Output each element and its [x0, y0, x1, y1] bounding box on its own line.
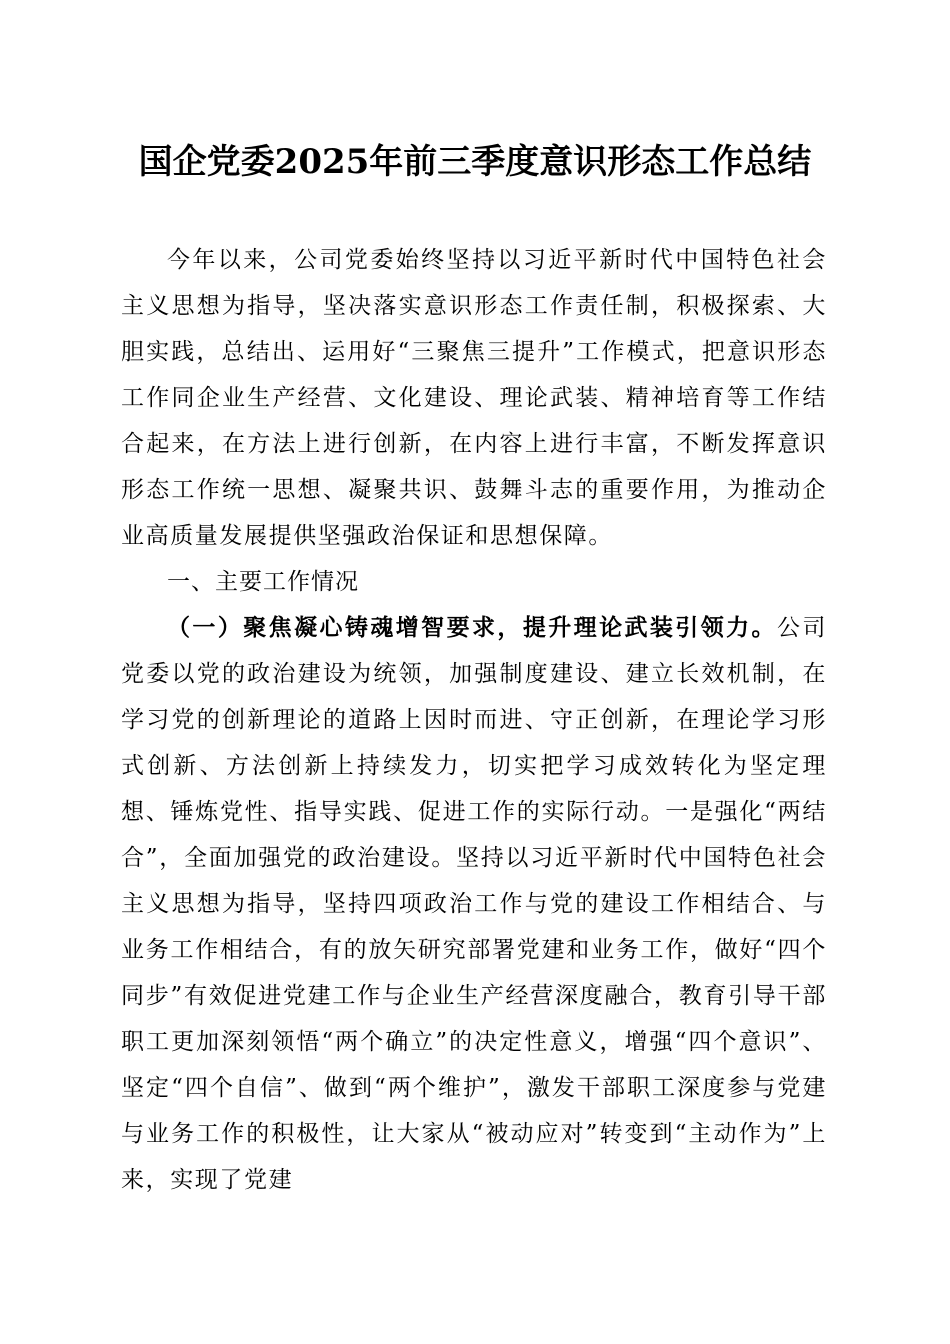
document-body — [121, 237, 827, 1203]
intro-paragraph: 今年以来，公司党委始终坚持以习近平新时代中国特色社会主义思想为指导，坚决落实意识形态工作责任制，积极探索、大胆实践，总结出、运用好“三聚焦三提升”工作模式，把意识形态工作同企业生产经营、文化建设、理论武装、精神培育等工作结合起来，在方法上进行创新，在内容上进行丰富，不断发挥意识形态工作统一思想、凝聚共识、鼓舞斗志的重要作用，为推动企业高质量发展提供坚强政治保证和思想保障。 — [121, 247, 827, 549]
document-title: 国企党委2025年前三季度意识形态工作总结 — [138, 142, 812, 182]
section-1-item-1-paragraph — [121, 605, 827, 1203]
section-1-item-1-body: 公司党委以党的政治建设为统领，加强制度建设、建立长效机制，在学习党的创新理论的道路上因时而进、守正创新，在理论学习形式创新、方法创新上持续发力，切实把学习成效转化为坚定理想、锤炼党性、指导实践、促进工作的实际行动。一是强化“两结合”，全面加强党的政治建设。坚持以习近平新时代中国特色社会主义思想为指导，坚持四项政治工作与党的建设工作相结合、与业务工作相结合，有的放矢研究部署党建和业务工作，做好“四个同步”有效促进党建工作与企业生产经营深度融合，教育引导干部职工更加深刻领悟“两个确立”的决定性意义，增强“四个意识”、坚定“四个自信”、做到“两个维护”，激发干部职工深度参与党建与业务工作的积极性，让大家从“被动应对”转变到“主动作为”上来，实现了党建 — [121, 615, 828, 1193]
section-1-item-1-lead: （一）聚焦凝心铸魂增智要求，提升理论武装引领力。 — [167, 614, 777, 641]
section-heading-main-work: 一、主要工作情况 — [167, 569, 359, 595]
